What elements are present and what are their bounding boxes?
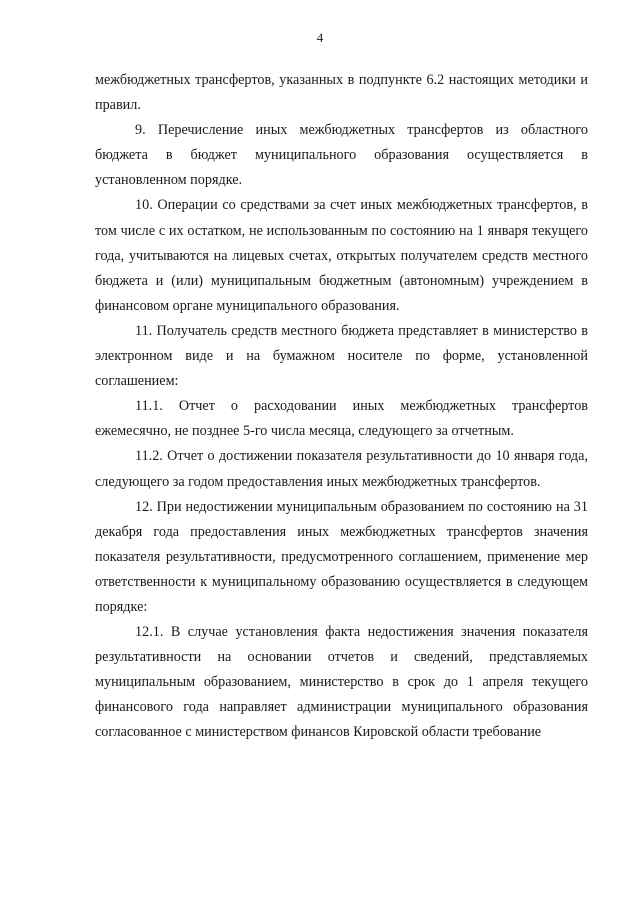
paragraph-11: 11. Получатель средств местного бюджета представляет в министерство в электронном виде и на бумажном носителе по форме, установленной соглашением: (95, 322, 588, 390)
paragraph-12-1: 12.1. В случае установления факта недостижения значения показателя результативности на основании отчетов и сведений, представляемых муниципальным образованием, министерство в срок до 1 апреля текущего финансового года направляет администрации муниципального образования согласованное с министерством финансов Кировской области требование (95, 624, 588, 741)
paragraph-11-1: 11.1. Отчет о расходовании иных межбюджетных трансфертов ежемесячно, не позднее 5-го числа месяца, следующего за отчетным. (95, 398, 588, 440)
paragraph-10: 10. Операции со средствами за счет иных межбюджетных трансфертов, в том числе с их остатком, не использованным по состоянию на 1 января текущего года, учитываются на лицевых счетах, открытых получателем средств местного бюджета и (или) муниципальным бюджетным (автономным) учреждением в финансовом органе муниципального образования. (95, 197, 588, 314)
paragraph-9: 9. Перечисление иных межбюджетных трансфертов из областного бюджета в бюджет муниципального образования осуществляется в установленном порядке. (95, 122, 588, 189)
page-number: 4 (316, 30, 324, 45)
paragraph-11-2: 11.2. Отчет о достижении показателя результативности до 10 января года, следующего за годом предоставления иных межбюджетных трансфертов. (95, 448, 588, 490)
document-body (95, 68, 588, 746)
paragraph-12: 12. При недостижении муниципальным образованием по состоянию на 31 декабря года предоставления иных межбюджетных трансфертов значения показателя результативности, предусмотренного соглашением, применение мер ответственности к муниципальному образованию осуществляется в следующем порядке: (95, 498, 588, 615)
paragraph-continuation: межбюджетных трансфертов, указанных в подпункте 6.2 настоящих методики и правил. (95, 72, 588, 114)
